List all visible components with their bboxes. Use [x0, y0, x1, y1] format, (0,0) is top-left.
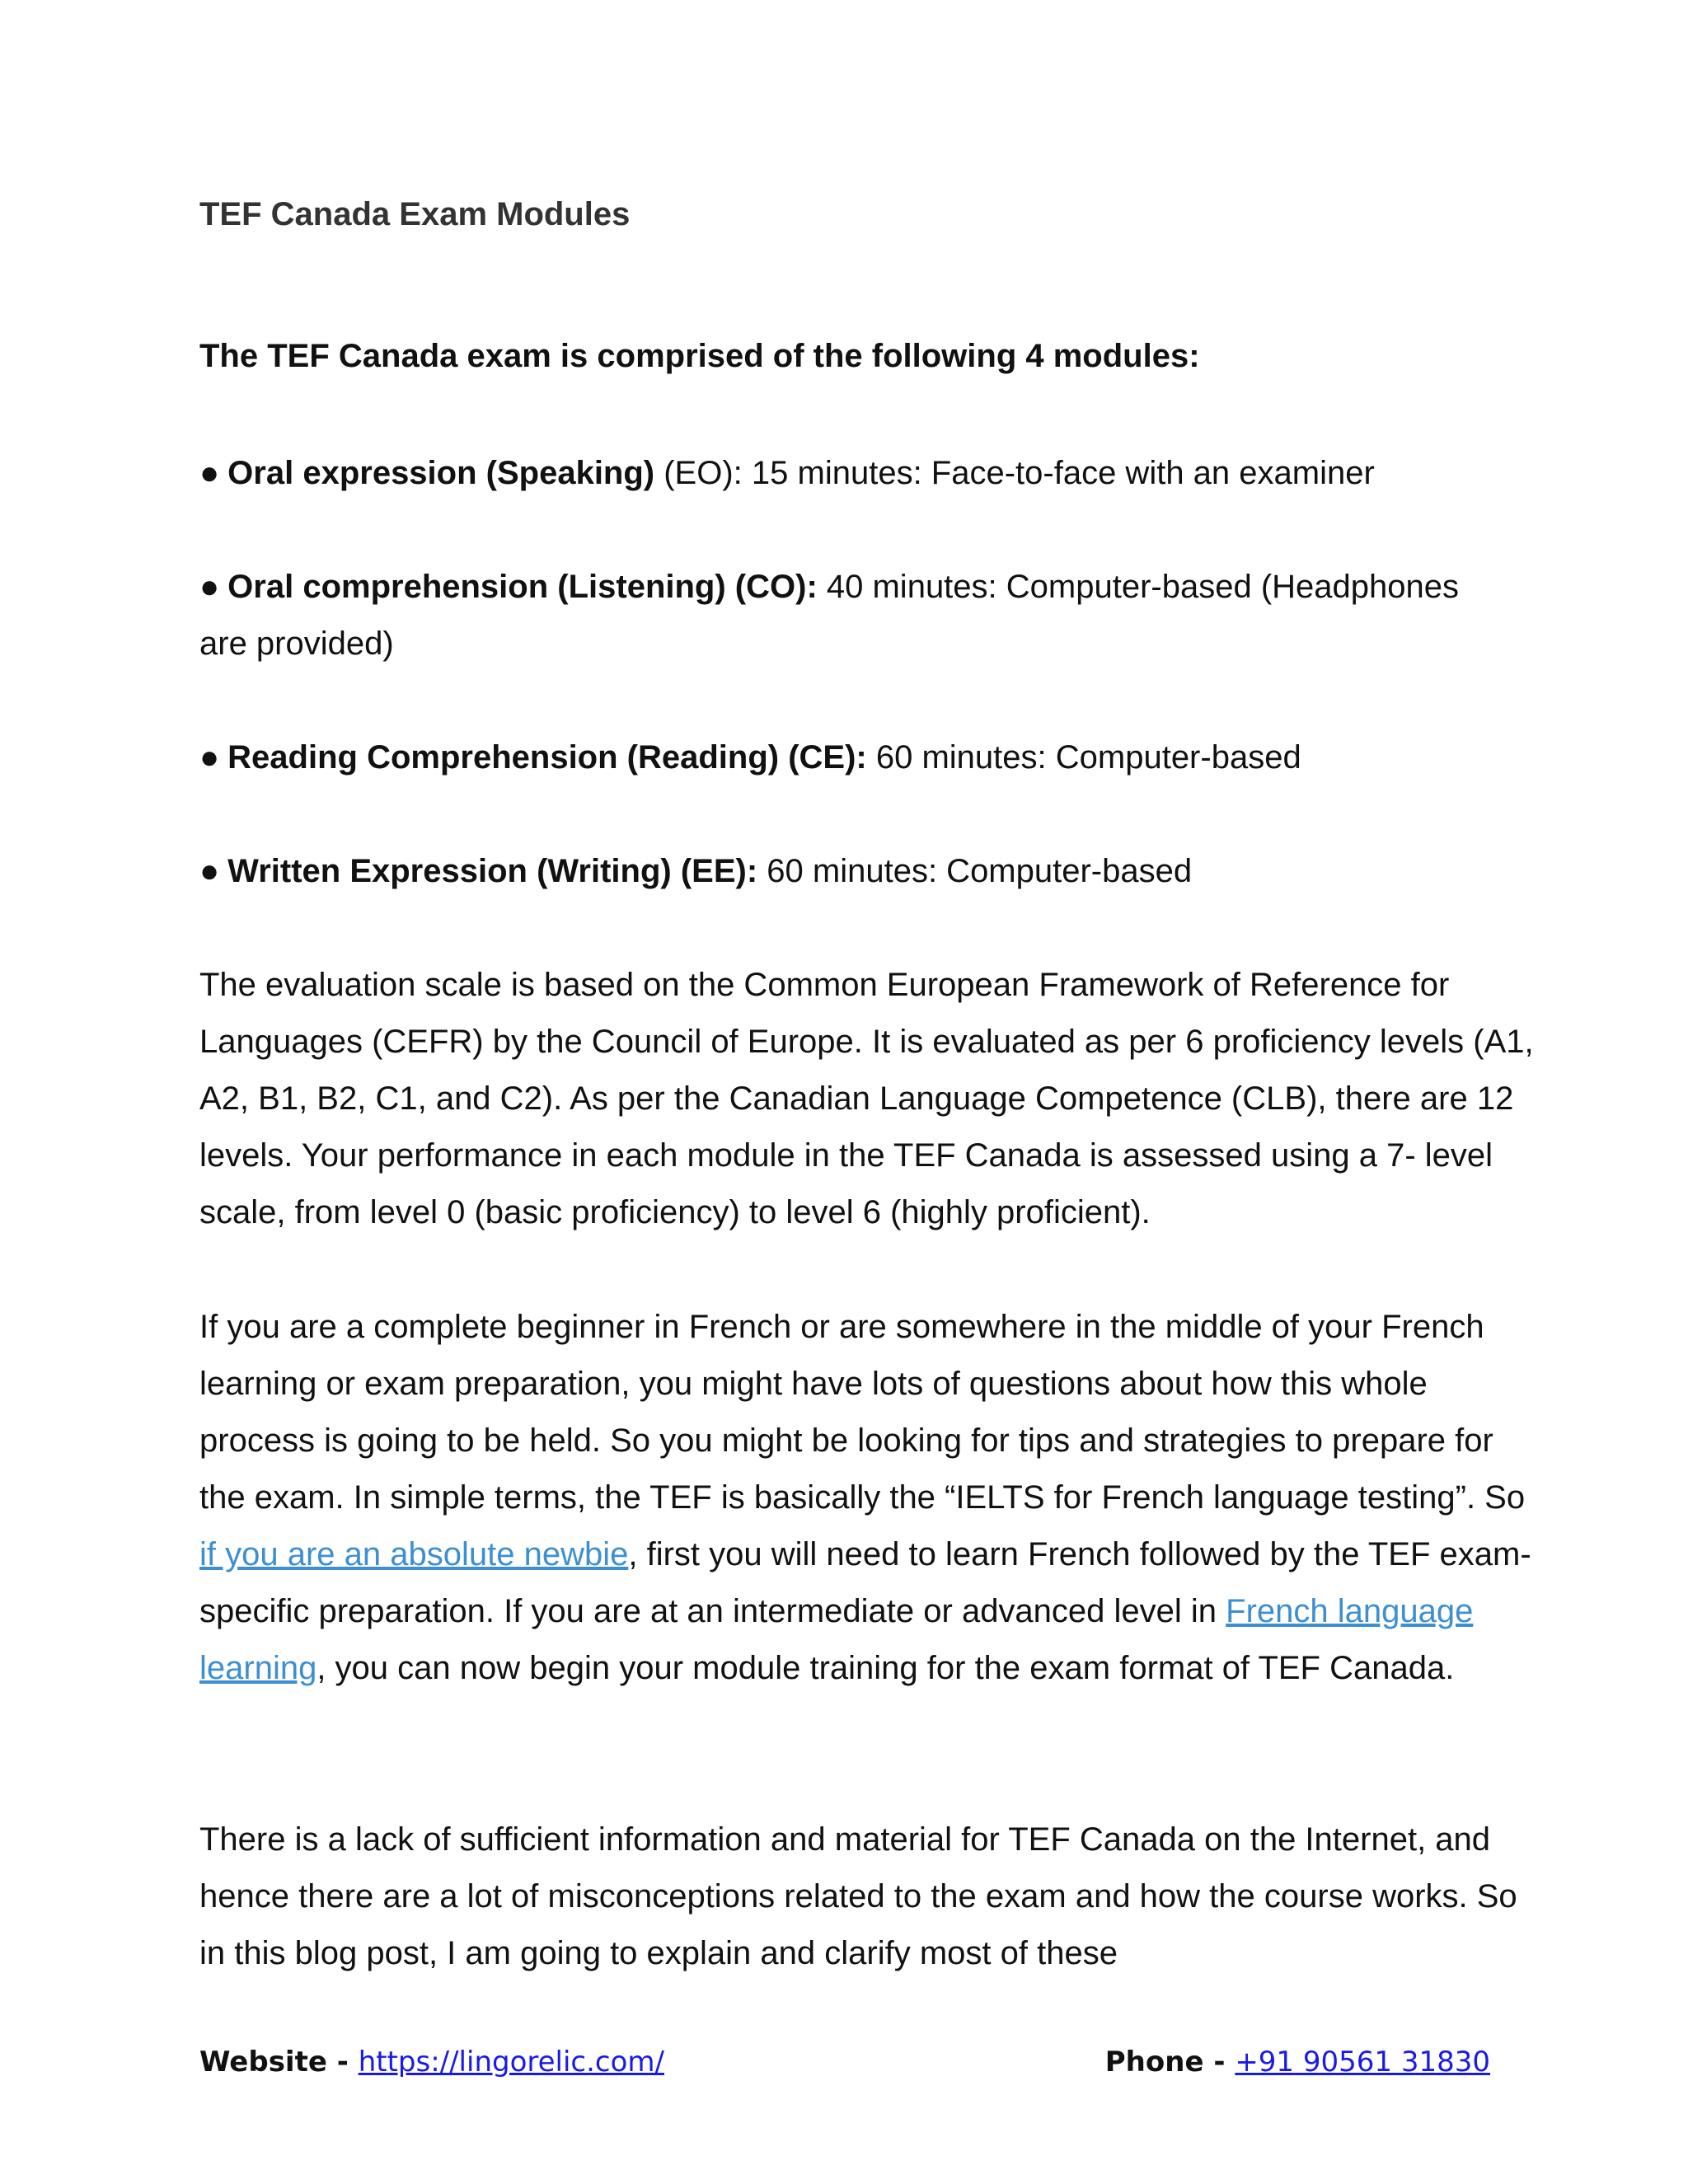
module-details: 60 minutes: Computer-based	[866, 739, 1301, 776]
module-item-listening-continued: are provided)	[199, 626, 394, 662]
website-label: Website -	[199, 2046, 359, 2079]
module-name: Written Expression (Writing) (EE):	[227, 853, 758, 889]
footer-phone	[1105, 2046, 1490, 2079]
module-item-speaking	[199, 445, 1375, 502]
module-details: (EO): 15 minutes: Face-to-face with an examiner	[654, 455, 1375, 491]
module-item-writing	[199, 843, 1192, 900]
absolute-newbie-link[interactable]: if you are an absolute newbie	[199, 1536, 629, 1572]
misconceptions-paragraph: There is a lack of sufficient information and material for TEF Canada on the Internet, and hence there are a lot of misconceptions related to the exam and how the course works. So in this blog post, I am going to explain and clarify most of these	[199, 1821, 1517, 1971]
website-link[interactable]: https://lingorelic.com/	[358, 2046, 664, 2079]
page-title: TEF Canada Exam Modules	[199, 196, 631, 232]
modules-intro-heading: The TEF Canada exam is comprised of the following 4 modules:	[199, 338, 1200, 374]
phone-label: Phone -	[1104, 2046, 1236, 2079]
module-name: Oral comprehension (Listening) (CO):	[227, 569, 818, 605]
bullet-icon: ●	[199, 853, 220, 889]
paragraph-text: If you are a complete beginner in French or are somewhere in the middle of your French learning or exam preparation, you might have lots of questions about how this whole process is going to be held. So you might be looking for tips and strategies to prepare for the exam. In simple terms, the TEF is basically the “IELTS for French language testing”. So	[199, 1309, 1526, 1516]
module-name: Reading Comprehension (Reading) (CE):	[227, 739, 867, 776]
paragraph-text: , you can now begin your module training for the exam format of TEF Canada.	[316, 1650, 1455, 1686]
bullet-icon: ●	[199, 739, 220, 776]
evaluation-scale-paragraph: The evaluation scale is based on the Common European Framework of Reference for Languages (CEFR) by the Council of Europe. It is evaluated as per 6 proficiency levels (A1, A2, B1, B2, C1, and C2). As per the Canadian Language Competence (CLB), there are 12 levels. Your performance in each module in the TEF Canada is assessed using a 7- level scale, from level 0 (basic proficiency) to level 6 (highly proficient).	[199, 967, 1534, 1230]
paragraph-text: , first you will need to learn French followed by the TEF exam-specific preparation. If you are at an intermediate or advanced level in	[199, 1536, 1531, 1629]
bullet-icon: ●	[199, 569, 220, 605]
french-language-learning-link[interactable]: French language learning	[199, 1593, 1474, 1686]
phone-link[interactable]: +91 90561 31830	[1235, 2046, 1490, 2079]
module-details: 40 minutes: Computer-based (Headphones	[817, 569, 1459, 605]
module-item-reading	[199, 729, 1301, 786]
module-item-listening	[199, 559, 1459, 616]
module-name: Oral expression (Speaking)	[227, 455, 655, 491]
beginner-paragraph	[199, 1299, 1535, 1697]
footer-website	[199, 2046, 664, 2079]
bullet-icon: ●	[199, 455, 220, 491]
module-details: 60 minutes: Computer-based	[757, 853, 1193, 889]
